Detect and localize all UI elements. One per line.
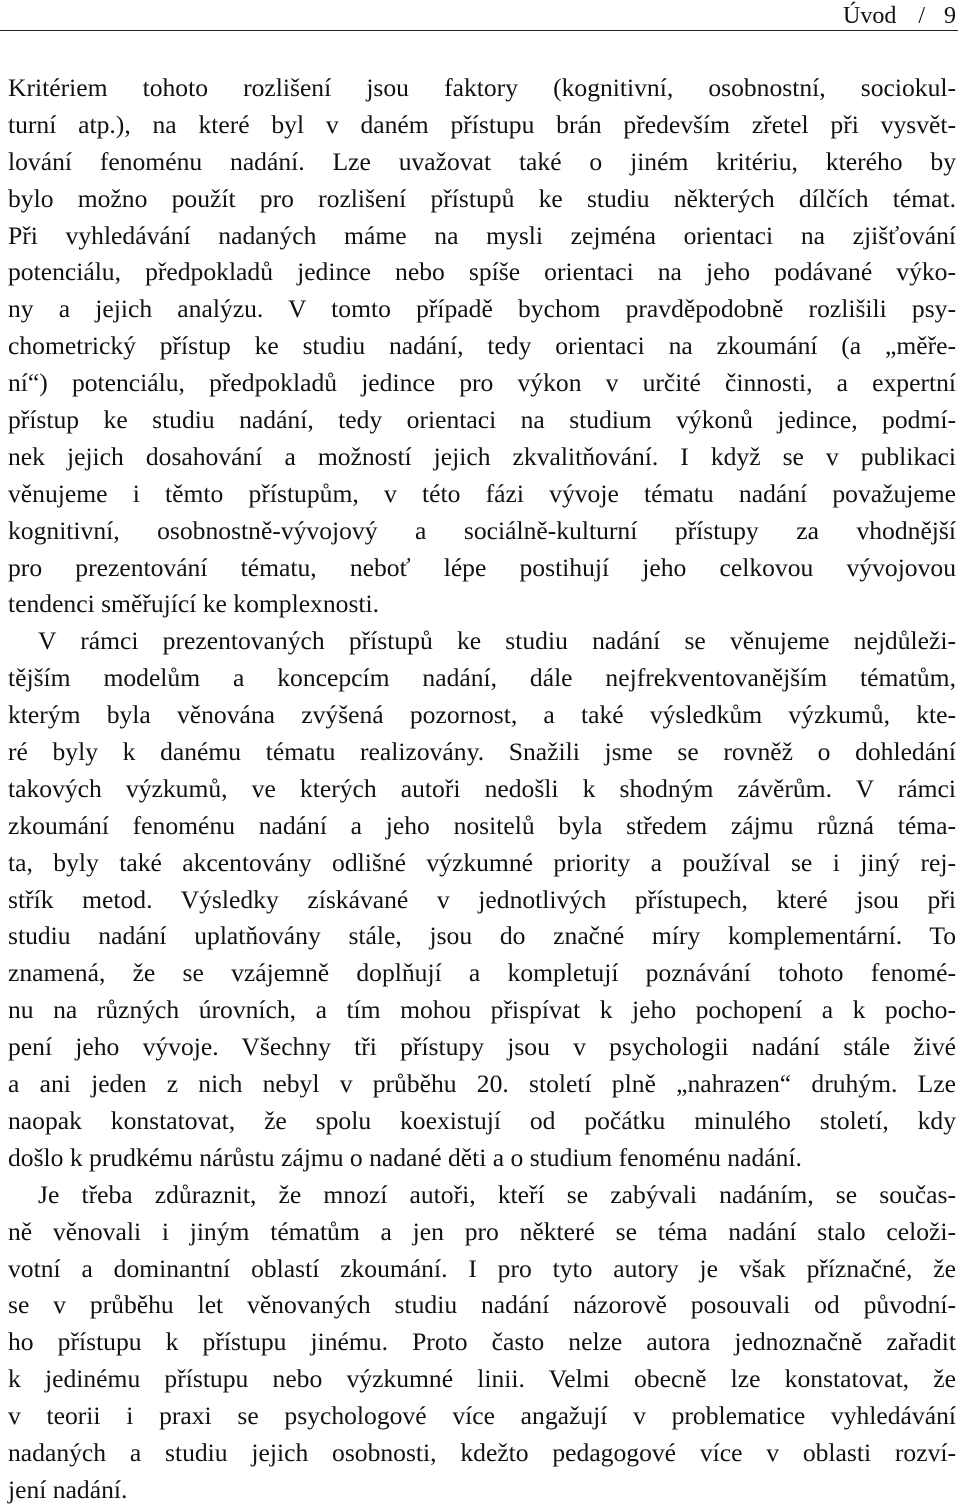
paragraph bbox=[8, 623, 956, 1176]
text-line: nu na různých úrovních, a tím mohou přispívat k jeho pochopení a k pocho- bbox=[8, 995, 956, 1025]
text-line: bylo možno použít pro rozlišení přístupů ke studiu některých dílčích témat. bbox=[8, 183, 956, 213]
text-line: takových výzkumů, ve kterých autoři nedošli k shodným závěrům. V rámci bbox=[8, 773, 956, 803]
text-line: kognitivní, osobnostně-vývojový a sociálně-kulturní přístupy za vhodnější bbox=[8, 515, 956, 545]
text-line: střík metod. Výsledky získávané v jednotlivých přístupech, které jsou při bbox=[8, 884, 956, 914]
text-line: ta, byly také akcentovány odlišné výzkumné priority a používal se i jiný rej- bbox=[8, 847, 956, 877]
text-line: ré byly k danému tématu realizovány. Snažili jsme se rovněž o dohledání bbox=[8, 737, 956, 767]
text-line: votní a dominantní oblastí zkoumání. I pro tyto autory je však příznačné, že bbox=[8, 1253, 956, 1283]
paragraph bbox=[8, 70, 956, 623]
text-line: přístup ke studiu nadání, tedy orientaci na studium výkonů jedince, podmí- bbox=[8, 405, 956, 435]
text-line: věnujeme i těmto přístupům, v této fázi vývoje tématu nadání považujeme bbox=[8, 478, 956, 508]
text-line: Je třeba zdůraznit, že mnozí autoři, kteří se zabývali nadáním, se součas- bbox=[38, 1179, 956, 1209]
text-line: turní atp.), na které byl v daném přístupu brán především zřetel při vysvět- bbox=[8, 109, 956, 139]
text-line: nadaných a studiu jejich osobnosti, kdežto pedagogové více v oblasti rozví- bbox=[8, 1437, 956, 1467]
page-number: 9 bbox=[944, 3, 956, 29]
text-line: a ani jeden z nich nebyl v průběhu 20. století plně „nahrazen“ druhým. Lze bbox=[8, 1069, 956, 1099]
text-line: pro prezentování tématu, neboť lépe postihují jeho celkovou vývojovou bbox=[8, 552, 956, 582]
text-line: Kritériem tohoto rozlišení jsou faktory (kognitivní, osobnostní, sociokul- bbox=[8, 73, 956, 102]
text-line: V rámci prezentovaných přístupů ke studiu nadání se věnujeme nejdůleži- bbox=[38, 626, 956, 656]
text-line: ní“) potenciálu, předpokladů jedince pro výkon v určité činnosti, a expertní bbox=[8, 368, 956, 398]
text-line: znamená, že se vzájemně doplňují a kompletují poznávání tohoto fenomé- bbox=[8, 958, 956, 988]
text-line: lování fenoménu nadání. Lze uvažovat také o jiném kritériu, kterého by bbox=[8, 146, 956, 176]
running-head bbox=[0, 0, 958, 31]
running-head-text bbox=[843, 3, 956, 29]
text-line: nek jejich dosahování a možností jejich zkvalitňování. I když se v publikaci bbox=[8, 441, 956, 471]
paragraph bbox=[8, 1177, 956, 1509]
text-line: jení nadání. bbox=[8, 1474, 128, 1504]
text-line: chometrický přístup ke studiu nadání, tedy orientaci na zkoumání (a „měře- bbox=[8, 331, 956, 361]
text-line: studiu nadání uplatňovány stále, jsou do značné míry komplementární. To bbox=[8, 921, 956, 951]
running-head-separator: / bbox=[918, 3, 925, 29]
text-line: pení jeho vývoje. Všechny tři přístupy jsou v psychologii nadání stále živé bbox=[8, 1032, 956, 1062]
text-line: naopak konstatovat, že spolu koexistují od počátku minulého století, kdy bbox=[8, 1105, 956, 1135]
text-line: ny a jejich analýzu. V tomto případě bychom pravděpodobně rozlišili psy- bbox=[8, 294, 956, 324]
chapter-title: Úvod bbox=[842, 3, 897, 29]
text-line: došlo k prudkému nárůstu zájmu o nadané děti a o studium fenoménu nadání. bbox=[8, 1142, 802, 1172]
text-line: ně věnovali i jiným tématům a jen pro některé se téma nadání stalo celoži- bbox=[8, 1216, 956, 1246]
text-line: v teorii i praxi se psychologové více angažují v problematice vyhledávání bbox=[8, 1401, 956, 1431]
text-line: tějším modelům a koncepcím nadání, dále nejfrekventovanějším tématům, bbox=[8, 663, 956, 693]
text-line: kterým byla věnována zvýšená pozornost, a také výsledkům výzkumů, kte- bbox=[8, 700, 956, 730]
text-line: k jedinému přístupu nebo výzkumné linii. Velmi obecně lze konstatovat, že bbox=[8, 1364, 956, 1394]
text-line: zkoumání fenoménu nadání a jeho nositelů byla středem zájmu různá téma- bbox=[8, 810, 956, 840]
body-text bbox=[8, 70, 956, 1509]
text-line: Při vyhledávání nadaných máme na mysli zejména orientaci na zjišťování bbox=[8, 220, 956, 250]
text-line: ho přístupu k přístupu jinému. Proto často nelze autora jednoznačně zařadit bbox=[8, 1327, 956, 1357]
text-line: tendenci směřující ke komplexnosti. bbox=[8, 589, 380, 619]
text-line: potenciálu, předpokladů jedince nebo spíše orientaci na jeho podávané výko- bbox=[8, 257, 956, 287]
text-line: se v průběhu let věnovaných studiu nadání názorově posouvali od původní- bbox=[8, 1290, 956, 1320]
